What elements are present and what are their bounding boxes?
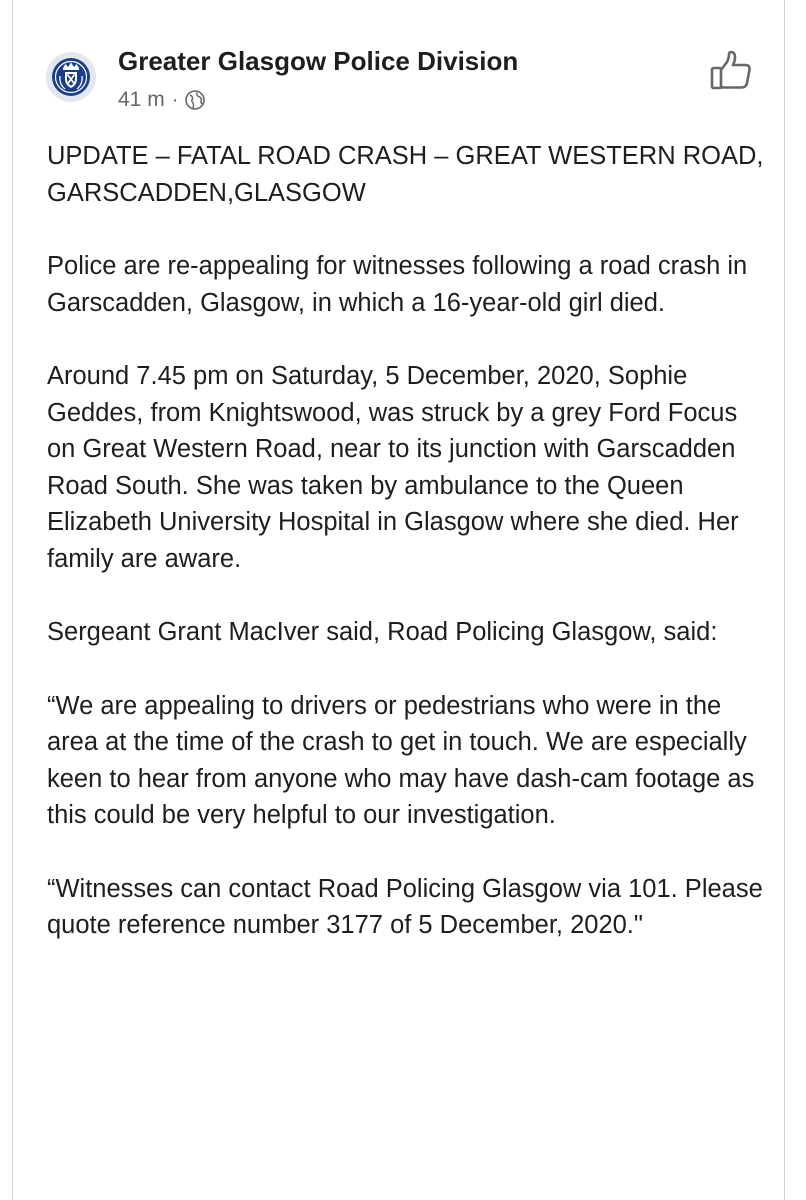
page-name-link[interactable]: Greater Glasgow Police Division <box>118 46 519 76</box>
post-paragraph-headline: UPDATE – FATAL ROAD CRASH – GREAT WESTERN ROAD, GARSCADDEN,GLASGOW <box>47 142 764 207</box>
post-card-right-border <box>784 0 785 1200</box>
post-timestamp[interactable]: 41 m <box>118 88 165 111</box>
post-card-left-border <box>12 0 13 1200</box>
meta-separator: · <box>171 88 179 111</box>
post-body <box>47 138 772 981</box>
post-meta <box>118 87 206 113</box>
like-button[interactable] <box>708 50 756 94</box>
post-paragraph: “We are appealing to drivers or pedestrians who were in the area at the time of the crash to get in touch. We are especially keen to hear from anyone who may have dash-cam footage as this could be very helpful to our investigation. <box>47 691 755 829</box>
post-paragraph: Police are re-appealing for witnesses following a road crash in Garscadden, Glasgow, in which a 16-year-old girl died. <box>47 252 748 317</box>
globe-icon[interactable] <box>184 89 206 111</box>
avatar[interactable] <box>46 52 96 102</box>
post-paragraph: Around 7.45 pm on Saturday, 5 December, 2020, Sophie Geddes, from Knightswood, was struck by a grey Ford Focus on Great Western Road, near to its junction with Garscadden Road South. She was taken by ambulance to the Queen Elizabeth University Hospital in Glasgow where she died. Her family are aware. <box>47 362 739 573</box>
police-crest-icon <box>46 52 96 102</box>
thumbs-up-icon <box>708 50 756 94</box>
post-paragraph: Sergeant Grant MacIver said, Road Policing Glasgow, said: <box>47 618 718 646</box>
post-paragraph: “Witnesses can contact Road Policing Glasgow via 101. Please quote reference number 3177 of 5 December, 2020." <box>47 874 763 939</box>
